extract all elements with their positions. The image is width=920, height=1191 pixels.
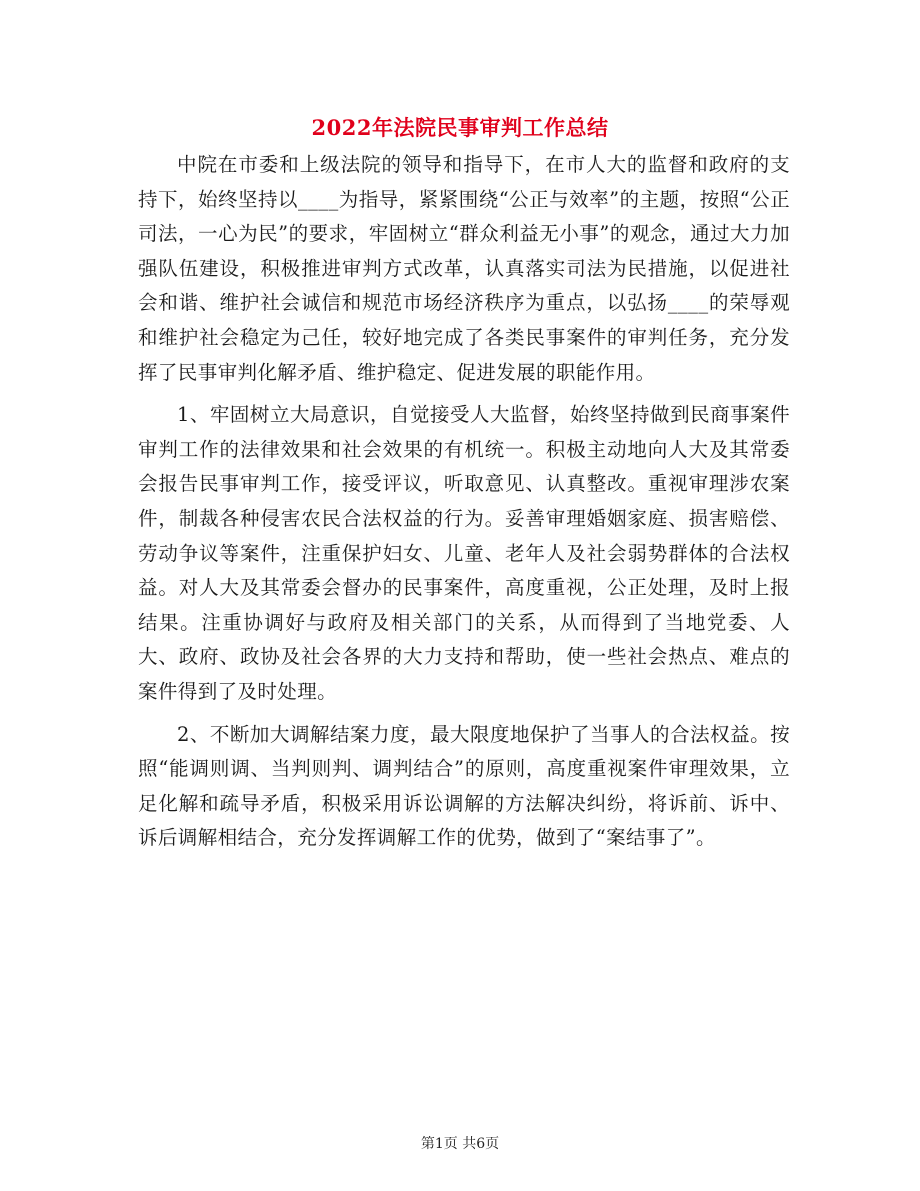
paragraph-item-1: 1、牢固树立大局意识，自觉接受人大监督，始终坚持做到民商事案件审判工作的法律效果和社会效果的有机统一。积极主动地向人大及其常委会报告民事审判工作，接受评议，听取意见、认真整改。重视审理涉农案件，制裁各种侵害农民合法权益的行为。妥善审理婚姻家庭、损害赔偿、劳动争议等案件，注重保护妇女、儿童、老年人及社会弱势群体的合法权益。对人大及其常委会督办的民事案件，高度重视，公正处理，及时上报结果。注重协调好与政府及相关部门的关系，从而得到了当地党委、人大、政府、政协及社会各界的大力支持和帮助，使一些社会热点、难点的案件得到了及时处理。 [138,403,790,703]
paragraph-item-2: 2、不断加大调解结案力度，最大限度地保护了当事人的合法权益。按照“能调则调、当判则判、调判结合”的原则，高度重视案件审理效果，立足化解和疏导矛盾，积极采用诉讼调解的方法解决纠纷，将诉前、诉中、诉后调解相结合，充分发挥调解工作的优势，做到了“案结事了”。 [138,722,790,850]
document-title: 2022年法院民事审判工作总结 [311,115,609,140]
paragraph-intro: 中院在市委和上级法院的领导和指导下，在市人大的监督和政府的支持下，始终坚持以____为指导，紧紧围绕“公正与效率”的主题，按照“公正司法，一心为民”的要求，牢固树立“群众利益无小事”的观念，通过大力加强队伍建设，积极推进审判方式改革，认真落实司法为民措施，以促进社会和谐、维护社会诚信和规范市场经济秩序为重点，以弘扬____的荣辱观和维护社会稳定为己任，较好地完成了各类民事案件的审判任务，充分发挥了民事审判化解矛盾、维护稳定、促进发展的职能作用。 [138,153,790,384]
page-number-footer: 第1页 共6页 [420,1136,500,1152]
document-body [138,148,790,856]
